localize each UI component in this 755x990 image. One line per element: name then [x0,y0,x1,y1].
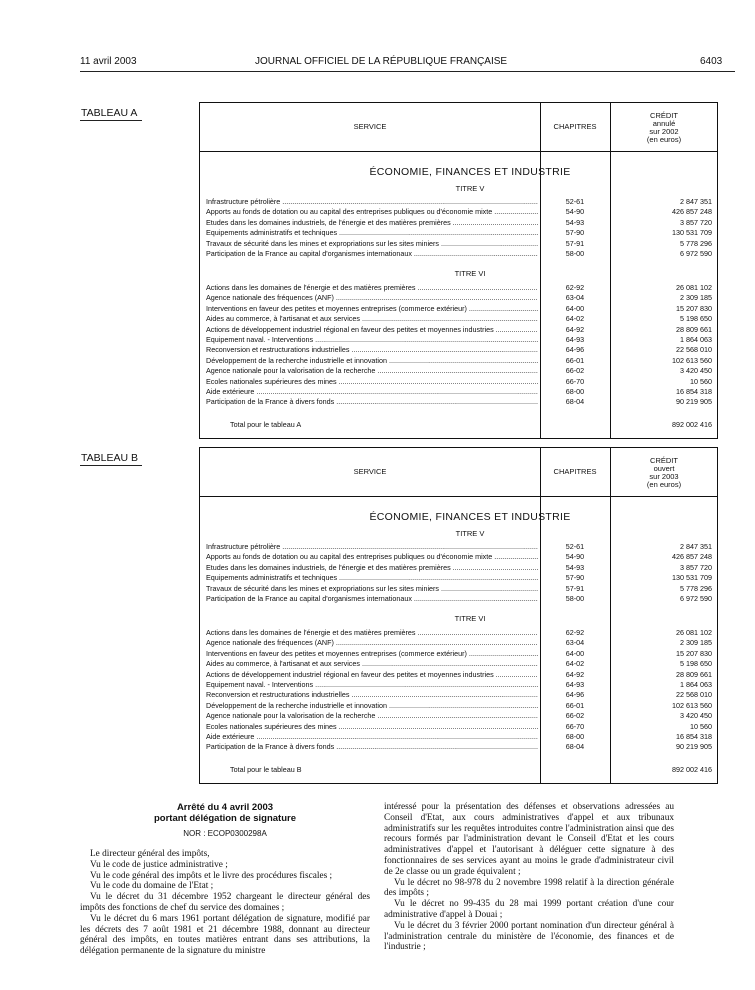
table-row [200,228,717,238]
service-cell: Travaux de sécurité dans les mines et expropriations sur les sites miniers ..... [206,239,538,249]
chapitre-cell: 63-04 [565,293,585,303]
chapitre-cell: 52-61 [565,542,585,551]
paragraph: Vu le code général des impôts et le livre des procédures fiscales ; [90,870,333,881]
titre-v-heading: TITRE V [455,529,485,538]
chapitre-cell: 62-92 [565,283,585,292]
total-label: Total pour le tableau B [230,765,302,774]
table-row [200,701,717,711]
credit-cell: 15 207 830 [676,648,712,658]
credit-cell: 3 420 450 [680,366,712,376]
tableau-a [199,102,718,439]
service-cell: Infrastructure pétrolière ..... [206,542,538,552]
chapitre-cell: 64-02 [565,659,585,669]
credit-cell: 2 847 351 [680,197,712,206]
table-row [200,345,717,355]
table-row [200,249,717,259]
service-cell: Reconversion et restructurations industrielles ..... [206,690,538,700]
credit-cell: 28 809 661 [676,669,712,679]
service-cell: Apports au fonds de dotation ou au capital des entreprises publiques ou d'économie mixte ..... [206,552,538,562]
service-cell: Actions dans les domaines de l'énergie et des matières premières ..... [206,283,538,293]
service-cell: Actions de développement industriel régional en faveur des petites et moyennes industries ..... [206,325,538,335]
paragraph: Le directeur général des impôts, [90,849,210,859]
chapitre-cell: 64-02 [565,314,585,324]
tableau-a-underline [80,120,142,121]
credit-cell: 102 613 560 [672,355,712,365]
service-cell: Infrastructure pétrolière ..... [206,197,538,207]
credit-cell: 2 309 185 [680,293,712,303]
chapitre-cell: 68-04 [565,397,585,407]
credit-cell: 16 854 318 [676,387,712,396]
chapitre-cell: 66-70 [565,721,585,731]
total-value: 892 002 416 [672,420,712,429]
col-chapitres-header: CHAPITRES [553,122,597,131]
credit-cell: 6 972 590 [680,249,712,258]
table-row [200,659,717,669]
paragraph: Vu le code du domaine de l'Etat ; [90,881,214,892]
credit-cell: 16 854 318 [676,732,712,741]
tableau-a-label: TABLEAU A [81,107,138,119]
service-cell: Etudes dans les domaines industriels, de l'énergie et des matières premières ..... [206,218,538,228]
table-row [200,197,717,207]
service-cell: Equipement naval. - Interventions ..... [206,680,538,690]
service-cell: Actions dans les domaines de l'énergie et des matières premières ..... [206,628,538,638]
paragraph: Vu le décret no 99-435 du 28 mai 1999 portant création d'une cour administrative d'appel à Douai ; [384,899,674,920]
table-row [200,207,717,217]
service-cell: Agence nationale des fréquences (ANF) ..... [206,293,538,303]
table-row [200,283,717,293]
paragraph: Vu le décret no 98-978 du 2 novembre 1998 relatif à la direction générale des impôts ; [384,877,674,899]
service-cell: Equipements administratifs et techniques ..... [206,573,538,583]
chapitre-cell: 57-90 [565,228,585,238]
credit-cell: 5 198 650 [680,659,712,669]
table-row [200,387,717,397]
service-cell: Développement de la recherche industrielle et innovation ..... [206,701,538,711]
credit-cell: 130 531 709 [672,573,712,583]
col-credit-header: CRÉDIT annulé sur 2002 (en euros) [646,111,682,144]
chapitre-cell: 64-92 [565,324,585,334]
tableau-b [199,447,718,784]
table-row [200,397,717,407]
chapitre-cell: 64-92 [565,669,585,679]
credit-cell: 22 568 010 [676,690,712,700]
chapitre-cell: 62-92 [565,628,585,637]
paragraph: intéressé pour la présentation des défenses et observations adressées au Conseil d'Etat, aux cours administratives d'appel et aux tribunaux administratifs sur les requêtes introduites contre l'administration ainsi que des recours formés par l'administration devant le Conseil d'Etat et les cours administratives d'appel et l'autorisant à déléguer cette signature à des fonctionnaires de ses services ayant au moins le grade d'administrateur civil de 2e classe ou un grade équivalent ; [384,802,674,877]
chapitre-cell: 57-90 [565,573,585,583]
col-credit-header: CRÉDIT ouvert sur 2003 (en euros) [646,456,682,489]
total-row [200,765,717,775]
chapitre-cell: 66-01 [565,700,585,710]
service-cell: Participation de la France à divers fonds ..... [206,397,538,407]
table-row [200,563,717,573]
credit-cell: 26 081 102 [676,628,712,637]
credit-cell: 6 972 590 [680,594,712,603]
credit-cell: 102 613 560 [672,700,712,710]
credit-cell: 22 568 010 [676,345,712,355]
credit-cell: 2 847 351 [680,542,712,551]
chapitre-cell: 57-91 [565,583,585,593]
paragraph: Vu le code de justice administrative ; [90,859,228,870]
service-cell: Equipement naval. - Interventions ..... [206,335,538,345]
table-row [200,542,717,552]
chapitre-cell: 64-93 [565,335,585,344]
credit-cell: 2 309 185 [680,638,712,648]
service-cell: Equipements administratifs et techniques ..... [206,228,538,238]
table-row [200,293,717,303]
header-date: 11 avril 2003 [80,56,137,67]
header-journal: JOURNAL OFFICIEL DE LA RÉPUBLIQUE FRANÇAISE [255,56,508,67]
service-cell: Apports au fonds de dotation ou au capital des entreprises publiques ou d'économie mixte ..... [206,207,538,217]
credit-cell: 3 857 720 [680,562,712,572]
table-row [200,366,717,376]
credit-cell: 10 560 [690,721,712,731]
chapitre-cell: 68-00 [565,387,585,396]
credit-cell: 26 081 102 [676,283,712,292]
chapitre-cell: 64-96 [565,345,585,355]
chapitre-cell: 58-00 [565,594,585,603]
service-cell: Aide extérieure ..... [206,732,538,742]
table-row [200,304,717,314]
header-page-number: 6403 [700,56,723,67]
table-row [200,628,717,638]
section-title: ÉCONOMIE, FINANCES ET INDUSTRIE [369,166,571,178]
credit-cell: 426 857 248 [672,552,712,562]
service-cell: Agence nationale pour la valorisation de la recherche ..... [206,711,538,721]
chapitre-cell: 54-93 [565,217,585,227]
titre-v-heading: TITRE V [455,184,485,193]
chapitre-cell: 54-93 [565,562,585,572]
credit-cell: 3 857 720 [680,217,712,227]
section-title: ÉCONOMIE, FINANCES ET INDUSTRIE [369,511,571,523]
service-cell: Participation de la France au capital d'organismes internationaux ..... [206,594,538,604]
table-row [200,742,717,752]
table-row [200,732,717,742]
service-cell: Développement de la recherche industrielle et innovation ..... [206,356,538,366]
paragraph: Vu le décret du 31 décembre 1952 chargeant le directeur général des impôts des fonctions de chef du service des domaines ; [80,892,370,913]
service-cell: Ecoles nationales supérieures des mines ..... [206,722,538,732]
service-cell: Ecoles nationales supérieures des mines ..... [206,377,538,387]
credit-cell: 426 857 248 [672,207,712,217]
service-cell: Aides au commerce, à l'artisanat et aux services ..... [206,314,538,324]
chapitre-cell: 66-01 [565,355,585,365]
table-row [200,584,717,594]
chapitre-cell: 64-96 [565,690,585,700]
service-cell: Reconversion et restructurations industrielles ..... [206,345,538,355]
chapitre-cell: 54-90 [565,552,585,562]
col-service-header: SERVICE [353,122,387,131]
tableau-b-label: TABLEAU B [81,452,138,464]
titre-vi-heading: TITRE VI [454,269,486,278]
credit-cell: 1 864 063 [680,335,712,344]
service-cell: Actions de développement industriel régional en faveur des petites et moyennes industries ..... [206,670,538,680]
chapitre-cell: 63-04 [565,638,585,648]
chapitre-cell: 68-00 [565,732,585,741]
tableau-b-underline [80,465,142,466]
table-row [200,594,717,604]
chapitre-cell: 64-00 [565,648,585,658]
service-cell: Interventions en faveur des petites et moyennes entreprises (commerce extérieur) ..... [206,304,538,314]
chapitre-cell: 52-61 [565,197,585,206]
credit-cell: 5 778 296 [680,238,712,248]
table-row [200,638,717,648]
table-row [200,573,717,583]
table-row [200,218,717,228]
col-chapitres-header: CHAPITRES [553,467,597,476]
arrete-right-column [384,802,674,953]
service-cell: Aides au commerce, à l'artisanat et aux services ..... [206,659,538,669]
service-cell: Participation de la France à divers fonds ..... [206,742,538,752]
table-row [200,670,717,680]
table-row [200,325,717,335]
chapitre-cell: 58-00 [565,249,585,258]
table-row [200,680,717,690]
credit-cell: 90 219 905 [676,397,712,407]
service-cell: Aide extérieure ..... [206,387,538,397]
header-rule [80,71,735,72]
paragraph: Vu le décret du 6 mars 1961 portant délégation de signature, modifié par les décrets des 7 août 1981 et 21 décembre 1988, donnant au directeur général des impôts, en toutes matières entrant dans ses attributions, la délégation permanente de la signature du ministre [80,913,370,957]
chapitre-cell: 54-90 [565,207,585,217]
chapitre-cell: 57-91 [565,238,585,248]
table-row [200,314,717,324]
service-cell: Travaux de sécurité dans les mines et expropriations sur les sites miniers ..... [206,584,538,594]
titre-vi-heading: TITRE VI [454,614,486,623]
credit-cell: 28 809 661 [676,324,712,334]
table-row [200,649,717,659]
table-row [200,690,717,700]
chapitre-cell: 64-00 [565,303,585,313]
chapitre-cell: 66-70 [565,376,585,386]
table-row [200,722,717,732]
total-label: Total pour le tableau A [230,420,302,429]
nor-reference: NOR : ECOP0300298A [183,829,267,838]
table-row [200,356,717,366]
chapitre-cell: 66-02 [565,366,585,376]
service-cell: Agence nationale des fréquences (ANF) ..... [206,638,538,648]
credit-cell: 90 219 905 [676,742,712,752]
arrete-left-column [80,849,370,957]
total-row [200,420,717,430]
service-cell: Interventions en faveur des petites et moyennes entreprises (commerce extérieur) ..... [206,649,538,659]
service-cell: Agence nationale pour la valorisation de la recherche ..... [206,366,538,376]
credit-cell: 5 778 296 [680,583,712,593]
credit-cell: 1 864 063 [680,680,712,689]
chapitre-cell: 68-04 [565,742,585,752]
chapitre-cell: 64-93 [565,680,585,689]
table-row [200,335,717,345]
col-service-header: SERVICE [353,467,387,476]
table-row [200,552,717,562]
credit-cell: 3 420 450 [680,711,712,721]
total-value: 892 002 416 [672,765,712,774]
credit-cell: 15 207 830 [676,303,712,313]
service-cell: Participation de la France au capital d'organismes internationaux ..... [206,249,538,259]
arrete-title: Arrêté du 4 avril 2003 portant délégation de signature [154,802,296,824]
paragraph: Vu le décret du 3 février 2000 portant nomination d'un directeur général à l'administration centrale du ministère de l'économie, des finances et de l'industrie ; [384,920,674,953]
credit-cell: 130 531 709 [672,228,712,238]
table-row [200,377,717,387]
chapitre-cell: 66-02 [565,711,585,721]
credit-cell: 5 198 650 [680,314,712,324]
table-row [200,711,717,721]
service-cell: Etudes dans les domaines industriels, de l'énergie et des matières premières ..... [206,563,538,573]
table-row [200,239,717,249]
credit-cell: 10 560 [690,376,712,386]
